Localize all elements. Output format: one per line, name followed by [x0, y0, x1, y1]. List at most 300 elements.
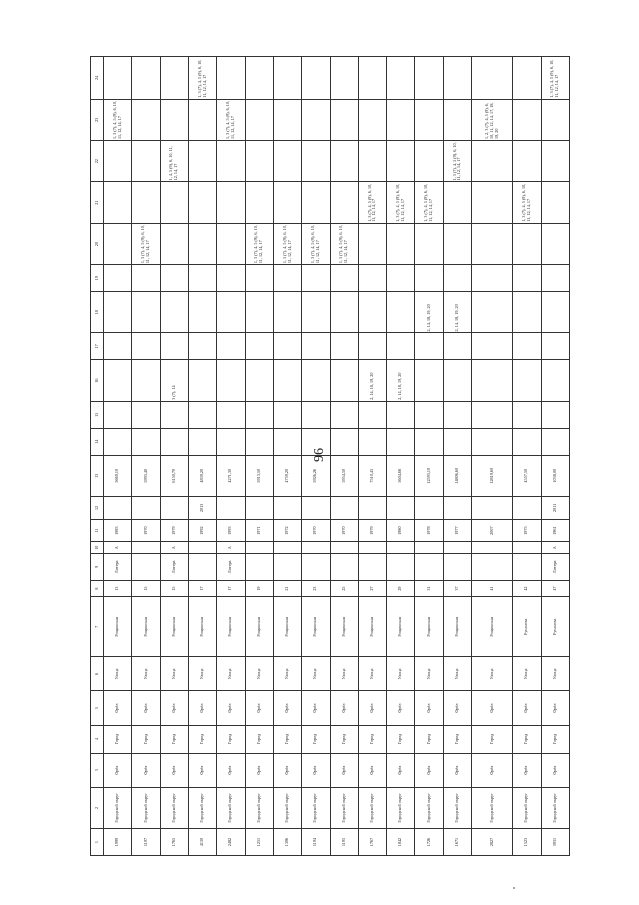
table-cell: [541, 141, 569, 182]
table-cell: [330, 182, 358, 223]
table-cell: Орёл: [273, 691, 301, 725]
table-cell: Рощинская: [443, 597, 471, 657]
table-cell: [104, 223, 132, 264]
table-cell: Городской округ: [443, 787, 471, 828]
table-cell: [217, 182, 245, 223]
table-cell: [387, 265, 415, 292]
table-cell: 37: [443, 580, 471, 597]
table-cell: Улица: [472, 657, 513, 691]
page-number: 96: [312, 448, 327, 462]
table-cell: [472, 141, 513, 182]
table-cell: Рощинская: [104, 597, 132, 657]
table-row: [188, 57, 216, 856]
table-cell: Улица: [302, 657, 330, 691]
table-cell: [443, 223, 471, 264]
table-cell: Городской округ: [387, 787, 415, 828]
table-cell: [245, 496, 273, 519]
table-cell: [472, 333, 513, 360]
table-cell: [302, 542, 330, 553]
table-cell: 1993: [217, 519, 245, 542]
table-cell: [302, 141, 330, 182]
table-cell: 5926,26: [302, 455, 330, 496]
table-cell: [443, 99, 471, 140]
table-cell: Орёл: [302, 753, 330, 787]
table-cell: [415, 141, 443, 182]
table-cell: [387, 496, 415, 519]
table-cell: 5669,10: [104, 455, 132, 496]
table-cell: Улица: [188, 657, 216, 691]
table-cell: 1977: [443, 519, 471, 542]
table-cell: [273, 182, 301, 223]
column-header-7: 7: [91, 597, 104, 657]
table-cell: 1, 3 (7), 4, 5 (9), 6, 10, 11, 12, 14, 17: [132, 223, 160, 264]
table-cell: Улица: [160, 657, 188, 691]
column-header-8: 8: [91, 580, 104, 597]
column-header-11: 11: [91, 519, 104, 542]
table-cell: 1, 3 (7), 4, 5 (9), 6, 10, 11, 12, 14, 17: [302, 223, 330, 264]
table-cell: Орёл: [245, 691, 273, 725]
table-cell: 14806,60: [443, 455, 471, 496]
table-cell: [358, 99, 386, 140]
table-cell: 1197: [132, 829, 160, 856]
table-cell: [245, 99, 273, 140]
table-cell: [541, 360, 569, 401]
table-cell: [160, 292, 188, 333]
table-cell: Орёл: [472, 691, 513, 725]
table-cell: [273, 333, 301, 360]
table-cell: 1, 3 (7), 4, 5 (9), 6, 10, 11, 12, 14, 17: [541, 57, 569, 100]
table-cell: Город: [472, 725, 513, 753]
table-cell: [273, 496, 301, 519]
table-cell: 12593,10: [415, 455, 443, 496]
table-cell: 1251: [245, 829, 273, 856]
column-header-5: 5: [91, 691, 104, 725]
table-cell: [387, 542, 415, 553]
table-cell: [358, 333, 386, 360]
table-cell: Город: [104, 725, 132, 753]
table-cell: Рощинская: [302, 597, 330, 657]
table-cell: 19: [245, 580, 273, 597]
table-cell: Орёл: [513, 691, 541, 725]
table-cell: Рощинская: [387, 597, 415, 657]
table-cell: [302, 57, 330, 100]
column-header-9: 9: [91, 553, 104, 580]
table-cell: 1306: [273, 829, 301, 856]
table-cell: [188, 141, 216, 182]
column-header-16: 16: [91, 360, 104, 401]
table-cell: 21: [273, 580, 301, 597]
table-cell: Улица: [273, 657, 301, 691]
table-cell: А: [160, 542, 188, 553]
table-cell: Город: [415, 725, 443, 753]
column-header-10: 10: [91, 542, 104, 553]
table-cell: [245, 141, 273, 182]
table-cell: 1, 3 (7), 4, 5 (9), 6, 10, 11, 12, 14, 17: [415, 182, 443, 223]
table-cell: Городской округ: [160, 787, 188, 828]
table-cell: [330, 141, 358, 182]
table-cell: Орёл: [160, 753, 188, 787]
table-cell: 1671: [443, 829, 471, 856]
table-cell: [330, 496, 358, 519]
table-cell: [443, 333, 471, 360]
column-header-2: 2: [91, 787, 104, 828]
table-cell: Город: [132, 725, 160, 753]
table-cell: [472, 401, 513, 428]
table-cell: Городской округ: [188, 787, 216, 828]
table-cell: Рощинская: [132, 597, 160, 657]
column-header-18: 18: [91, 292, 104, 333]
table-cell: 2011: [541, 496, 569, 519]
table-cell: 27: [358, 580, 386, 597]
table-cell: Улица: [415, 657, 443, 691]
table-cell: [443, 496, 471, 519]
column-header-19: 19: [91, 265, 104, 292]
table-cell: [132, 542, 160, 553]
table-cell: [472, 496, 513, 519]
table-cell: Орёл: [443, 691, 471, 725]
table-cell: [387, 99, 415, 140]
table-cell: 2007: [472, 519, 513, 542]
table-cell: [273, 428, 301, 455]
register-table: [90, 56, 570, 856]
table-cell: [415, 223, 443, 264]
table-cell: [104, 57, 132, 100]
table-cell: Орёл: [302, 691, 330, 725]
table-cell: 1970: [132, 519, 160, 542]
table-cell: [273, 553, 301, 580]
table-cell: [273, 292, 301, 333]
table-cell: Литера: [104, 553, 132, 580]
column-header-4: 4: [91, 725, 104, 753]
table-cell: 1972: [273, 519, 301, 542]
table-cell: 1979: [160, 519, 188, 542]
table-cell: Город: [160, 725, 188, 753]
column-header-14: 14: [91, 428, 104, 455]
table-cell: Орёл: [415, 753, 443, 787]
table-cell: [132, 496, 160, 519]
table-cell: [245, 428, 273, 455]
table-cell: [217, 141, 245, 182]
table-cell: [443, 542, 471, 553]
table-cell: 1983: [104, 519, 132, 542]
column-header-1: 1: [91, 829, 104, 856]
table-cell: [160, 265, 188, 292]
table-cell: [104, 265, 132, 292]
table-cell: Рощинская: [472, 597, 513, 657]
table-cell: Рощинская: [415, 597, 443, 657]
table-cell: [302, 99, 330, 140]
table-cell: 1979: [358, 519, 386, 542]
table-cell: Орёл: [188, 753, 216, 787]
table-cell: [132, 428, 160, 455]
table-cell: [330, 333, 358, 360]
table-cell: [188, 401, 216, 428]
table-cell: [217, 428, 245, 455]
table-cell: [160, 182, 188, 223]
table-cell: 17: [188, 580, 216, 597]
table-cell: [387, 223, 415, 264]
table-cell: [513, 553, 541, 580]
table-cell: [188, 182, 216, 223]
table-row: [513, 57, 541, 856]
table-cell: [358, 57, 386, 100]
table-cell: 5604,68: [387, 455, 415, 496]
table-cell: [245, 553, 273, 580]
table-cell: [217, 292, 245, 333]
table-cell: 1971: [245, 519, 273, 542]
table-cell: [188, 428, 216, 455]
table-cell: [415, 265, 443, 292]
table-cell: 2, 14, 18, 19, 20: [358, 360, 386, 401]
table-cell: [302, 292, 330, 333]
table-cell: [217, 401, 245, 428]
table-cell: Город: [443, 725, 471, 753]
table-cell: 5993,40: [132, 455, 160, 496]
table-cell: [104, 182, 132, 223]
table-cell: [132, 265, 160, 292]
table-cell: 3931: [541, 829, 569, 856]
table-cell: 2827: [472, 829, 513, 856]
table-cell: [541, 333, 569, 360]
table-cell: 3 (7), 14: [160, 360, 188, 401]
table-cell: [513, 141, 541, 182]
table-cell: [160, 401, 188, 428]
table-cell: [245, 333, 273, 360]
table-cell: [387, 428, 415, 455]
table-cell: 1195: [330, 829, 358, 856]
table-cell: Литера: [541, 553, 569, 580]
table-cell: 47: [541, 580, 569, 597]
table-cell: [387, 57, 415, 100]
table-cell: [387, 292, 415, 333]
table-cell: Орёл: [358, 753, 386, 787]
table-cell: [245, 265, 273, 292]
table-row: [541, 57, 569, 856]
table-cell: [217, 496, 245, 519]
table-cell: Город: [188, 725, 216, 753]
table-cell: [472, 292, 513, 333]
table-body: [104, 57, 570, 856]
table-cell: [188, 223, 216, 264]
table-row: [245, 57, 273, 856]
table-cell: [330, 360, 358, 401]
table-cell: [245, 182, 273, 223]
table-cell: [330, 265, 358, 292]
table-cell: Городской округ: [245, 787, 273, 828]
table-cell: [160, 333, 188, 360]
table-cell: Город: [245, 725, 273, 753]
table-cell: Орёл: [330, 691, 358, 725]
table-cell: Орёл: [472, 753, 513, 787]
table-cell: [443, 401, 471, 428]
table-cell: 5913,50: [245, 455, 273, 496]
table-cell: Улица: [443, 657, 471, 691]
table-cell: 4759,20: [273, 455, 301, 496]
table-cell: [245, 542, 273, 553]
table-cell: 31: [415, 580, 443, 597]
table-cell: [273, 265, 301, 292]
table-cell: [132, 182, 160, 223]
column-header-17: 17: [91, 333, 104, 360]
table-row: [415, 57, 443, 856]
table-row: [330, 57, 358, 856]
table-cell: 1, 3 (7), 4, 5 (9), 6, 10, 11, 12, 14, 17: [443, 141, 471, 182]
table-cell: [358, 401, 386, 428]
table-row: [217, 57, 245, 856]
column-header-15: 15: [91, 401, 104, 428]
table-cell: Городской округ: [513, 787, 541, 828]
table-row: [104, 57, 132, 856]
table-cell: Городской округ: [415, 787, 443, 828]
rotated-table-container: [90, 56, 570, 856]
table-cell: [104, 428, 132, 455]
table-cell: Город: [273, 725, 301, 753]
table-cell: Орёл: [160, 691, 188, 725]
table-cell: 1, 3 (7), 4, 5 (9), 6, 10, 11, 12, 14, 17: [245, 223, 273, 264]
table-cell: [160, 496, 188, 519]
table-cell: [415, 333, 443, 360]
table-cell: [188, 553, 216, 580]
table-cell: Рощинская: [358, 597, 386, 657]
table-cell: Рощинская: [245, 597, 273, 657]
table-cell: Город: [217, 725, 245, 753]
table-cell: [472, 553, 513, 580]
table-cell: Орёл: [132, 753, 160, 787]
table-cell: [358, 496, 386, 519]
header-row: [91, 57, 104, 856]
table-cell: [188, 542, 216, 553]
table-cell: 42: [513, 580, 541, 597]
table-cell: [104, 333, 132, 360]
table-cell: [387, 141, 415, 182]
table-cell: [415, 401, 443, 428]
table-cell: [188, 360, 216, 401]
table-cell: [160, 99, 188, 140]
table-cell: [541, 265, 569, 292]
table-cell: 7510,43: [358, 455, 386, 496]
table-cell: [188, 99, 216, 140]
table-cell: [104, 401, 132, 428]
table-row: [302, 57, 330, 856]
table-cell: [415, 553, 443, 580]
table-cell: 1992: [188, 519, 216, 542]
table-cell: [188, 292, 216, 333]
table-cell: Орёл: [104, 753, 132, 787]
table-cell: 13: [104, 580, 132, 597]
table-cell: [541, 223, 569, 264]
table-cell: Улица: [245, 657, 273, 691]
table-cell: 1, 3 (7), 4, 5 (9), 6, 10, 11, 12, 14, 17: [104, 99, 132, 140]
table-cell: [541, 182, 569, 223]
table-cell: Орёл: [443, 753, 471, 787]
table-cell: А: [217, 542, 245, 553]
table-cell: 1, 3 (7), 4, 5 (9), 6, 10, 11, 12, 14, 17: [273, 223, 301, 264]
table-cell: 4839,20: [188, 455, 216, 496]
table-cell: Орёл: [104, 691, 132, 725]
table-cell: Городской округ: [541, 787, 569, 828]
table-cell: 17: [217, 580, 245, 597]
table-cell: Орёл: [245, 753, 273, 787]
table-cell: Городской округ: [302, 787, 330, 828]
table-cell: 41: [472, 580, 513, 597]
table-cell: [188, 265, 216, 292]
table-cell: [358, 141, 386, 182]
table-cell: Русанова: [541, 597, 569, 657]
table-cell: 2, 14, 18, 19, 20: [415, 292, 443, 333]
table-cell: 1765: [160, 829, 188, 856]
table-cell: 1038,00: [541, 455, 569, 496]
table-cell: Орёл: [541, 753, 569, 787]
table-cell: [245, 401, 273, 428]
table-cell: [443, 182, 471, 223]
table-cell: [104, 360, 132, 401]
table-cell: 1523: [513, 829, 541, 856]
table-cell: [104, 496, 132, 519]
table-row: [443, 57, 471, 856]
table-cell: 1, 3 (7), 4, 5 (9), 6, 10, 11, 12, 14, 17: [330, 223, 358, 264]
table-cell: Город: [541, 725, 569, 753]
table-cell: [541, 99, 569, 140]
table-cell: [245, 360, 273, 401]
table-cell: Улица: [132, 657, 160, 691]
table-cell: 1975: [513, 519, 541, 542]
table-cell: 1, 3 (7), 4, 5 (9), 6, 10, 11, 12, 14, 17: [358, 182, 386, 223]
column-header-13: 13: [91, 455, 104, 496]
table-cell: [302, 265, 330, 292]
table-cell: 1970: [330, 519, 358, 542]
table-cell: [472, 182, 513, 223]
table-cell: Город: [302, 725, 330, 753]
table-cell: [302, 182, 330, 223]
table-cell: [358, 428, 386, 455]
table-cell: Город: [330, 725, 358, 753]
table-cell: [330, 553, 358, 580]
table-cell: 1, 4, 5 (9), 6, 10, 11, 12, 14, 17: [160, 141, 188, 182]
table-cell: [513, 265, 541, 292]
table-cell: [415, 360, 443, 401]
table-cell: [302, 428, 330, 455]
table-cell: [273, 141, 301, 182]
table-cell: [330, 401, 358, 428]
table-cell: 2, 14, 18, 19, 20: [443, 292, 471, 333]
table-cell: [330, 99, 358, 140]
table-cell: [245, 57, 273, 100]
table-cell: [513, 333, 541, 360]
table-cell: Орёл: [358, 691, 386, 725]
table-cell: [132, 333, 160, 360]
table-cell: Орёл: [415, 691, 443, 725]
table-cell: [358, 542, 386, 553]
table-cell: Орёл: [541, 691, 569, 725]
table-cell: Улица: [330, 657, 358, 691]
table-cell: [513, 401, 541, 428]
column-header-23: 23: [91, 99, 104, 140]
table-cell: 4271,30: [217, 455, 245, 496]
table-cell: [443, 428, 471, 455]
table-cell: [104, 141, 132, 182]
table-cell: 1980: [387, 519, 415, 542]
table-cell: 2013: [188, 496, 216, 519]
table-cell: [358, 553, 386, 580]
table-cell: 23: [302, 580, 330, 597]
table-row: [472, 57, 513, 856]
table-cell: [273, 401, 301, 428]
table-cell: Орёл: [273, 753, 301, 787]
table-cell: Орёл: [132, 691, 160, 725]
table-cell: [443, 360, 471, 401]
table-cell: Рощинская: [273, 597, 301, 657]
table-cell: [513, 496, 541, 519]
